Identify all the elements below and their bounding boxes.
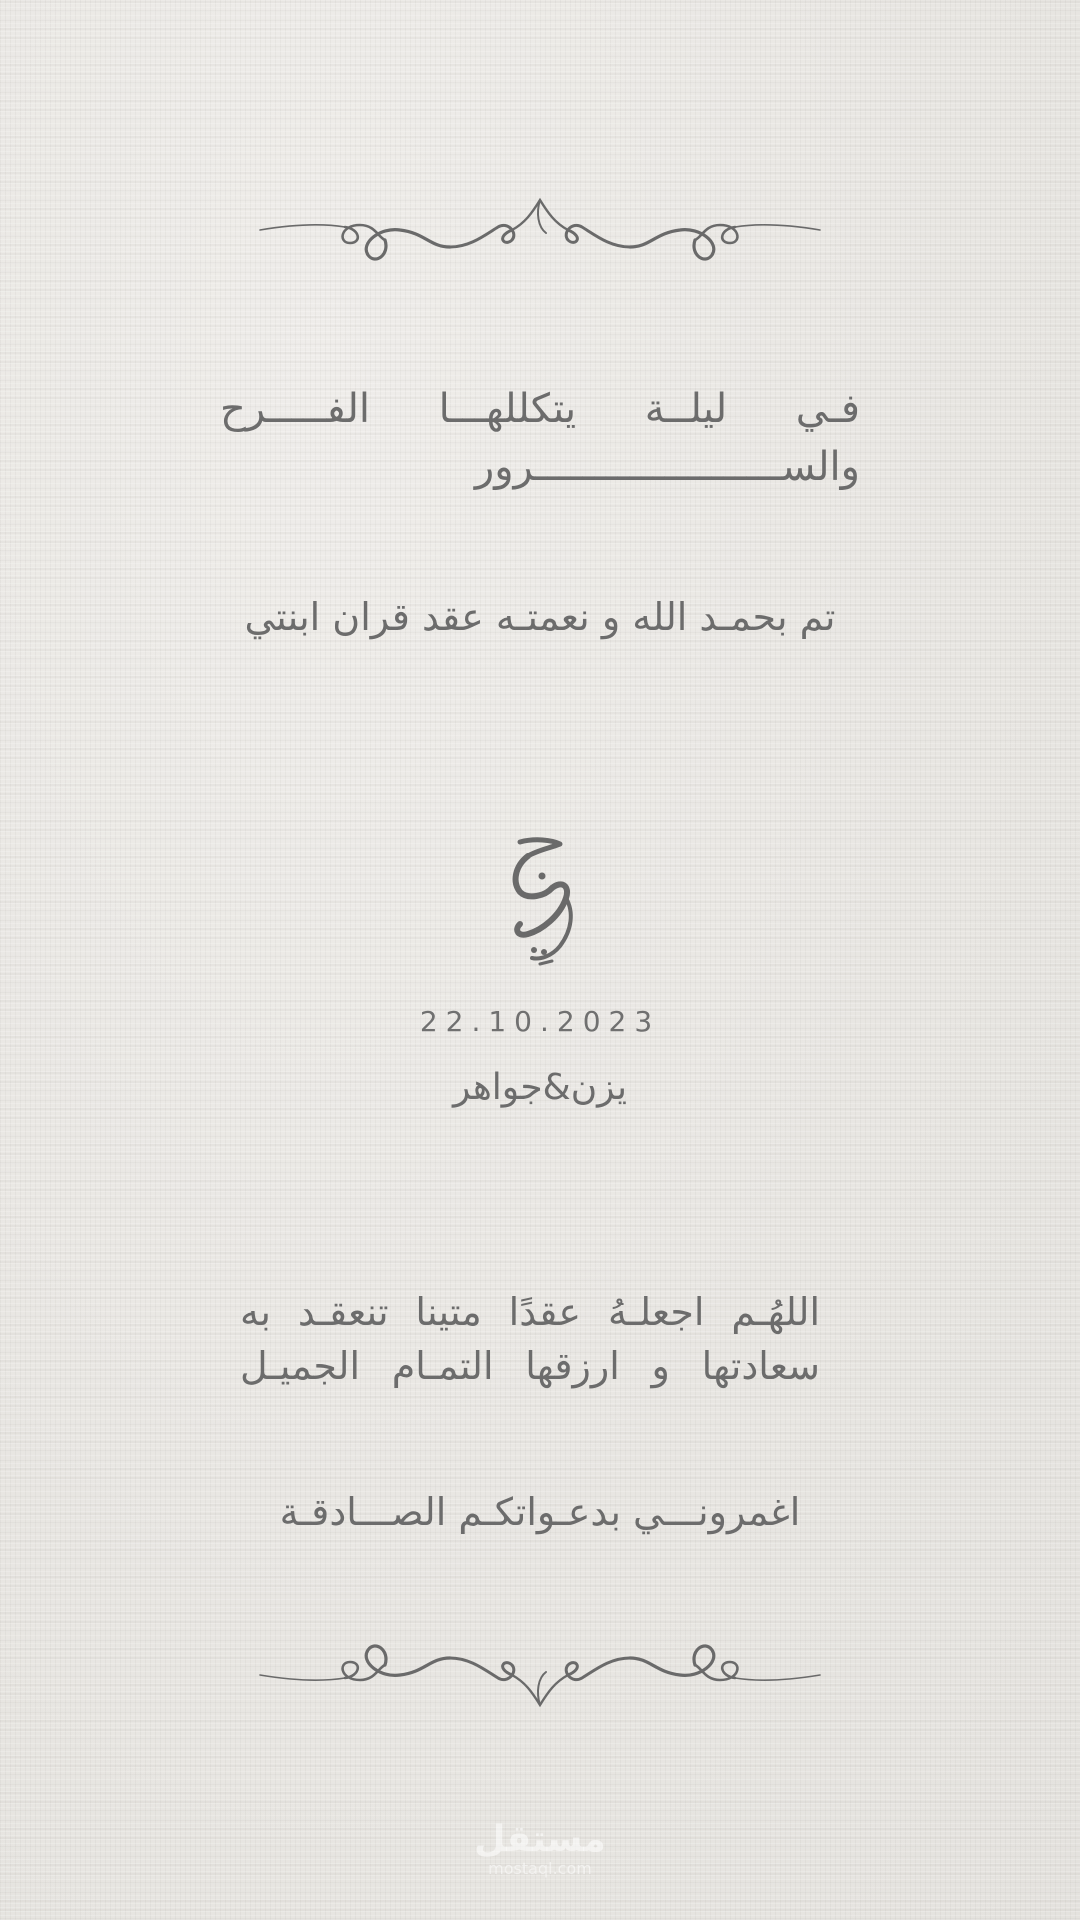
prayer-line-1: اللهُـم اجعلـهُ عقدًا متينا تنعقـد به xyxy=(240,1290,820,1334)
mostaql-watermark xyxy=(440,1820,640,1878)
prayer-line-2: سعادتها و ارزقها التمـام الجميـل xyxy=(240,1344,820,1388)
blessing-request: اغمرونـــي بدعـواتكـم الصـــادقـة xyxy=(279,1490,801,1534)
intro-verse xyxy=(220,380,860,496)
wedding-date: 22.10.2023 xyxy=(419,1005,661,1038)
watermark-latin: mostaql.com xyxy=(488,1859,592,1878)
watermark-arabic: مستقل xyxy=(474,1819,606,1860)
intro-line-2: والســـــــــــــــــــــرور xyxy=(474,444,860,490)
bottom-flourish-icon xyxy=(250,1630,830,1720)
announcement-text: تم بحمـد الله و نعمتـه عقد قران ابنتي xyxy=(244,595,836,639)
intro-line-1: فـي ليلــة يتكللهـــا الفـــــرح xyxy=(220,386,860,432)
calligraphy-monogram-icon xyxy=(490,830,590,970)
top-flourish-icon xyxy=(250,185,830,275)
prayer-verse xyxy=(240,1285,820,1393)
couple-names: يزن&جواهر xyxy=(452,1067,628,1108)
